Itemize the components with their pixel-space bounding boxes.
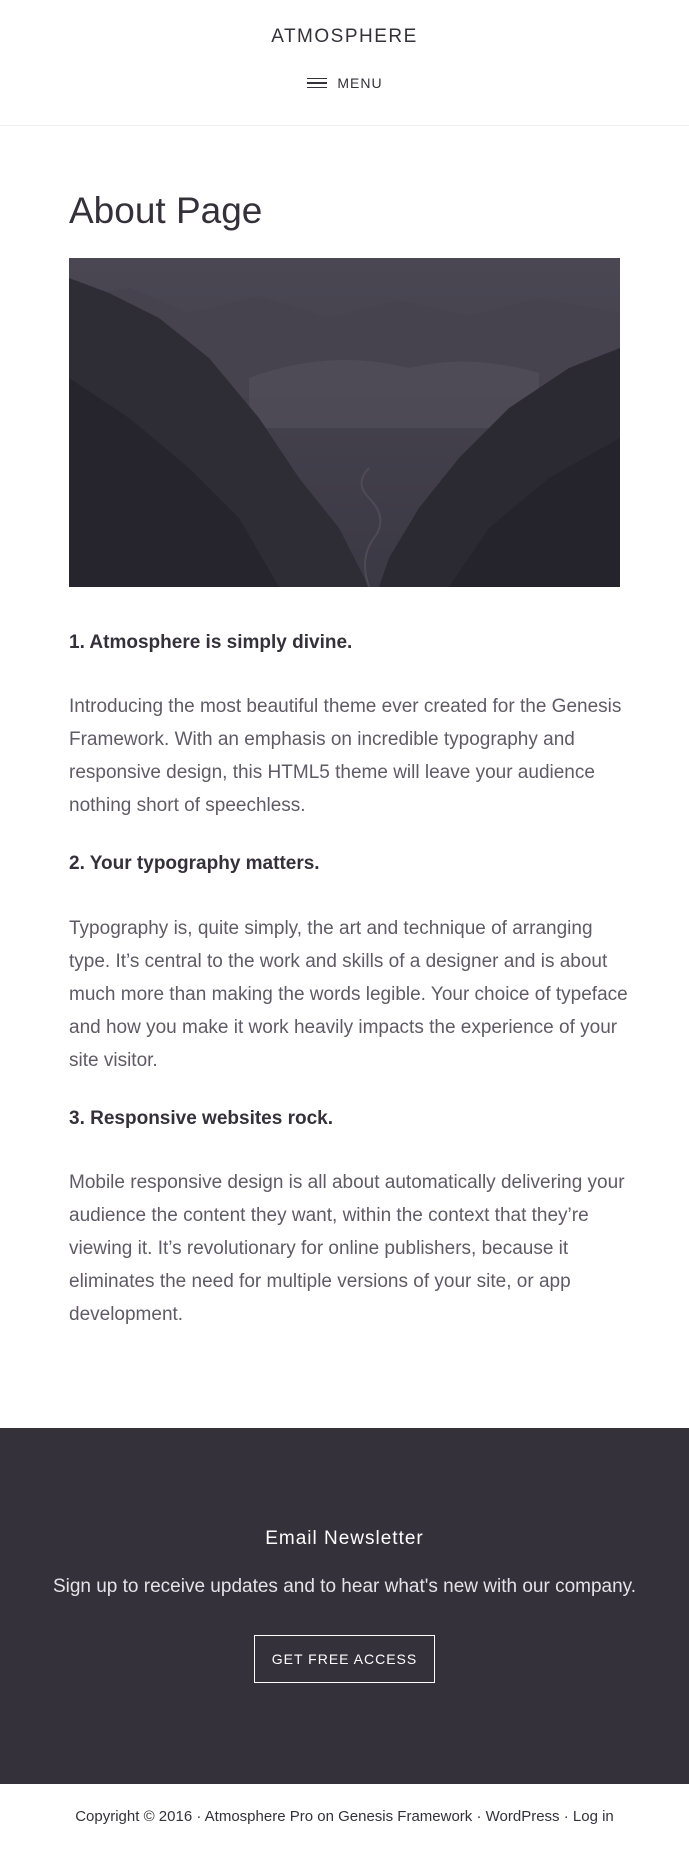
wordpress-link[interactable]: WordPress (485, 1808, 560, 1825)
section-heading-2: 2. Your typography matters. (69, 853, 320, 874)
menu-toggle-button[interactable] (299, 70, 391, 96)
theme-link[interactable]: Atmosphere Pro (204, 1808, 314, 1825)
footer-credits (0, 1808, 689, 1825)
newsletter-description: Sign up to receive updates and to hear what's new with our company. (52, 1576, 637, 1597)
separator: · (563, 1808, 569, 1825)
hamburger-icon (307, 78, 327, 89)
site-header (0, 0, 689, 126)
section-heading-1: 1. Atmosphere is simply divine. (69, 632, 353, 653)
site-footer (0, 1784, 689, 1849)
get-free-access-button[interactable]: GET FREE ACCESS (254, 1635, 435, 1683)
on-text: on (317, 1808, 334, 1825)
site-title[interactable]: ATMOSPHERE (271, 26, 418, 47)
section-heading-3: 3. Responsive websites rock. (69, 1108, 334, 1129)
section-paragraph-1: Introducing the most beautiful theme ever created for the Genesis Framework. With an emphasis on incredible typography and responsive design, this HTML5 theme will leave your audience nothing short of speechless. (69, 696, 622, 816)
featured-image-mountain-valley (69, 258, 620, 587)
section-paragraph-2: Typography is, quite simply, the art and technique of arranging type. It’s central to the work and skills of a designer and is about much more than making the words legible. Your choice of typeface and how you make it work heavily impacts the experience of your site visitor. (69, 918, 628, 1071)
login-link[interactable]: Log in (572, 1808, 614, 1825)
newsletter-widget (0, 1428, 689, 1784)
section-paragraph-3: Mobile responsive design is all about automatically delivering your audience the content they want, within the context that they’re viewing it. It’s revolutionary for online publishers, because it eliminates the need for multiple versions of your site, or app development. (69, 1172, 625, 1325)
menu-label: MENU (337, 75, 383, 91)
genesis-framework-link[interactable]: Genesis Framework (338, 1808, 473, 1825)
separator: · (476, 1808, 482, 1825)
copyright-text: Copyright © 2016 · (75, 1808, 202, 1825)
newsletter-title: Email Newsletter (265, 1528, 424, 1549)
page-title: About Page (69, 190, 263, 231)
